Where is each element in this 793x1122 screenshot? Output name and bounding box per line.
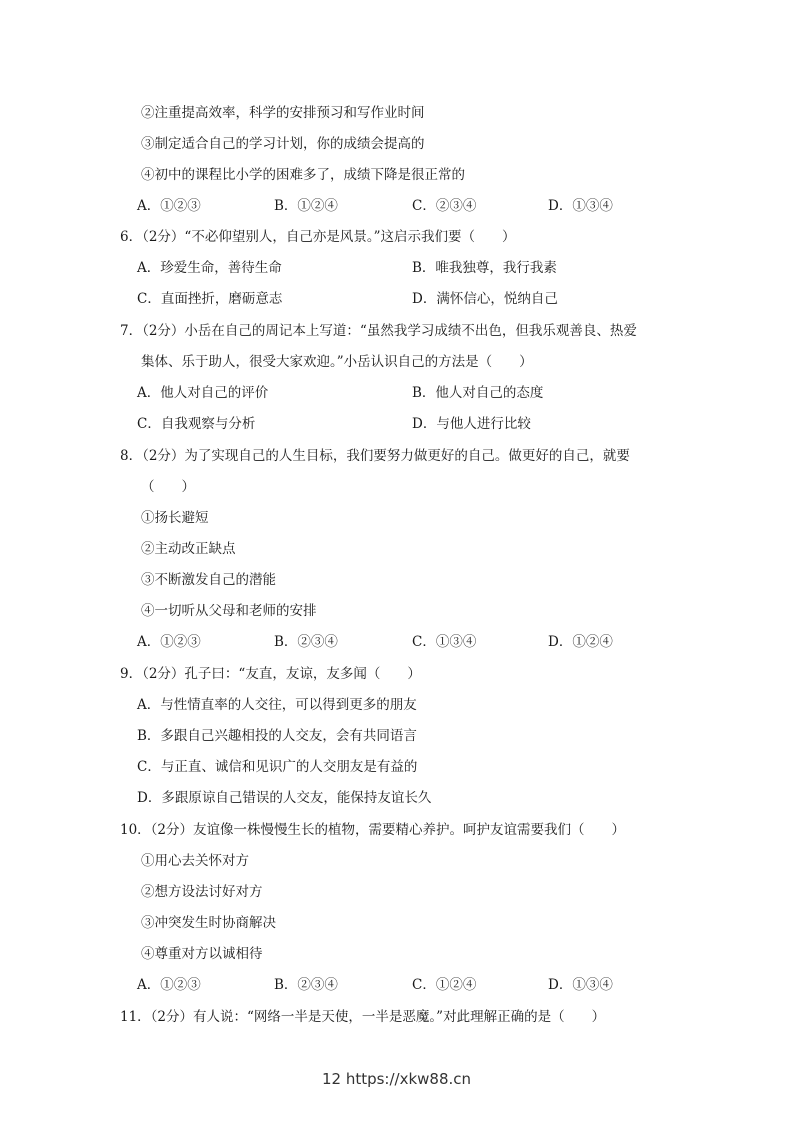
- q8-item-1: ①扬长避短: [141, 510, 209, 526]
- q10-option-a: A．①②③: [137, 977, 201, 993]
- q5-item-4: ④初中的课程比小学的困难多了，成绩下降是很正常的: [141, 167, 465, 183]
- q9-option-d: D．多跟原谅自己错误的人交友，能保持友谊长久: [137, 790, 432, 806]
- q8-item-3: ③不断激发自己的潜能: [141, 572, 276, 588]
- q5-item-3: ③制定适合自己的学习计划，你的成绩会提高的: [141, 136, 425, 152]
- q8-option-c: C．①③④: [412, 634, 477, 650]
- q10-option-c: C．①②④: [412, 977, 477, 993]
- q7-option-b: B．他人对自己的态度: [412, 385, 544, 401]
- q5-option-c: C．②③④: [412, 198, 477, 214]
- q10-item-4: ④尊重对方以诚相待: [141, 946, 263, 962]
- q6-option-a: A．珍爱生命，善待生命: [137, 260, 282, 276]
- q10-option-b: B．②③④: [274, 977, 338, 993]
- q8-option-b: B．②③④: [274, 634, 338, 650]
- q8-stem-line2: （ ）: [141, 479, 195, 495]
- q8-item-2: ②主动改正缺点: [141, 541, 236, 557]
- q7-option-c: C．自我观察与分析: [137, 416, 256, 432]
- q7-stem-line1: 7．（2分）小岳在自己的周记本上写道：“虽然我学习成绩不出色，但我乐观善良、热爱: [120, 323, 637, 339]
- q5-option-a: A．①②③: [137, 198, 201, 214]
- q10-option-d: D．①③④: [548, 977, 613, 993]
- q9-stem: 9．（2分）孔子曰：“友直，友谅，友多闻（ ）: [120, 666, 421, 682]
- q8-option-a: A．①②③: [137, 634, 201, 650]
- q7-option-d: D．与他人进行比较: [412, 416, 531, 432]
- q8-item-4: ④一切听从父母和老师的安排: [141, 603, 317, 619]
- q6-option-d: D．满怀信心，悦纳自己: [412, 291, 558, 307]
- q5-option-b: B．①②④: [274, 198, 338, 214]
- q6-stem: 6．（2分）“不必仰望别人，自己亦是风景。”这启示我们要（ ）: [120, 229, 516, 245]
- q7-option-a: A．他人对自己的评价: [137, 385, 269, 401]
- q6-option-b: B．唯我独尊，我行我素: [412, 260, 557, 276]
- q10-item-1: ①用心去关怀对方: [141, 853, 249, 869]
- q11-stem: 11．（2分）有人说：“网络一半是天使，一半是恶魔。”对此理解正确的是（ ）: [120, 1009, 606, 1025]
- q7-stem-line2: 集体、乐于助人，很受大家欢迎。”小岳认识自己的方法是（ ）: [141, 354, 533, 370]
- q9-option-a: A．与性情直率的人交往，可以得到更多的朋友: [137, 697, 417, 713]
- q10-item-2: ②想方设法讨好对方: [141, 884, 263, 900]
- q5-item-2: ②注重提高效率，科学的安排预习和写作业时间: [141, 105, 425, 121]
- q10-stem: 10．（2分）友谊像一株慢慢生长的植物，需要精心养护。呵护友谊需要我们（ ）: [120, 822, 626, 838]
- q8-stem-line1: 8．（2分）为了实现自己的人生目标，我们要努力做更好的自己。做更好的自己，就要: [120, 448, 630, 464]
- q10-item-3: ③冲突发生时协商解决: [141, 915, 276, 931]
- page-footer: 12 https://xkw88.cn: [321, 1070, 472, 1088]
- q9-option-c: C．与正直、诚信和见识广的人交朋友是有益的: [137, 759, 418, 775]
- q6-option-c: C．直面挫折，磨砺意志: [137, 291, 283, 307]
- q9-option-b: B．多跟自己兴趣相投的人交友，会有共同语言: [137, 728, 417, 744]
- q8-option-d: D．①②④: [548, 634, 613, 650]
- q5-option-d: D．①③④: [548, 198, 613, 214]
